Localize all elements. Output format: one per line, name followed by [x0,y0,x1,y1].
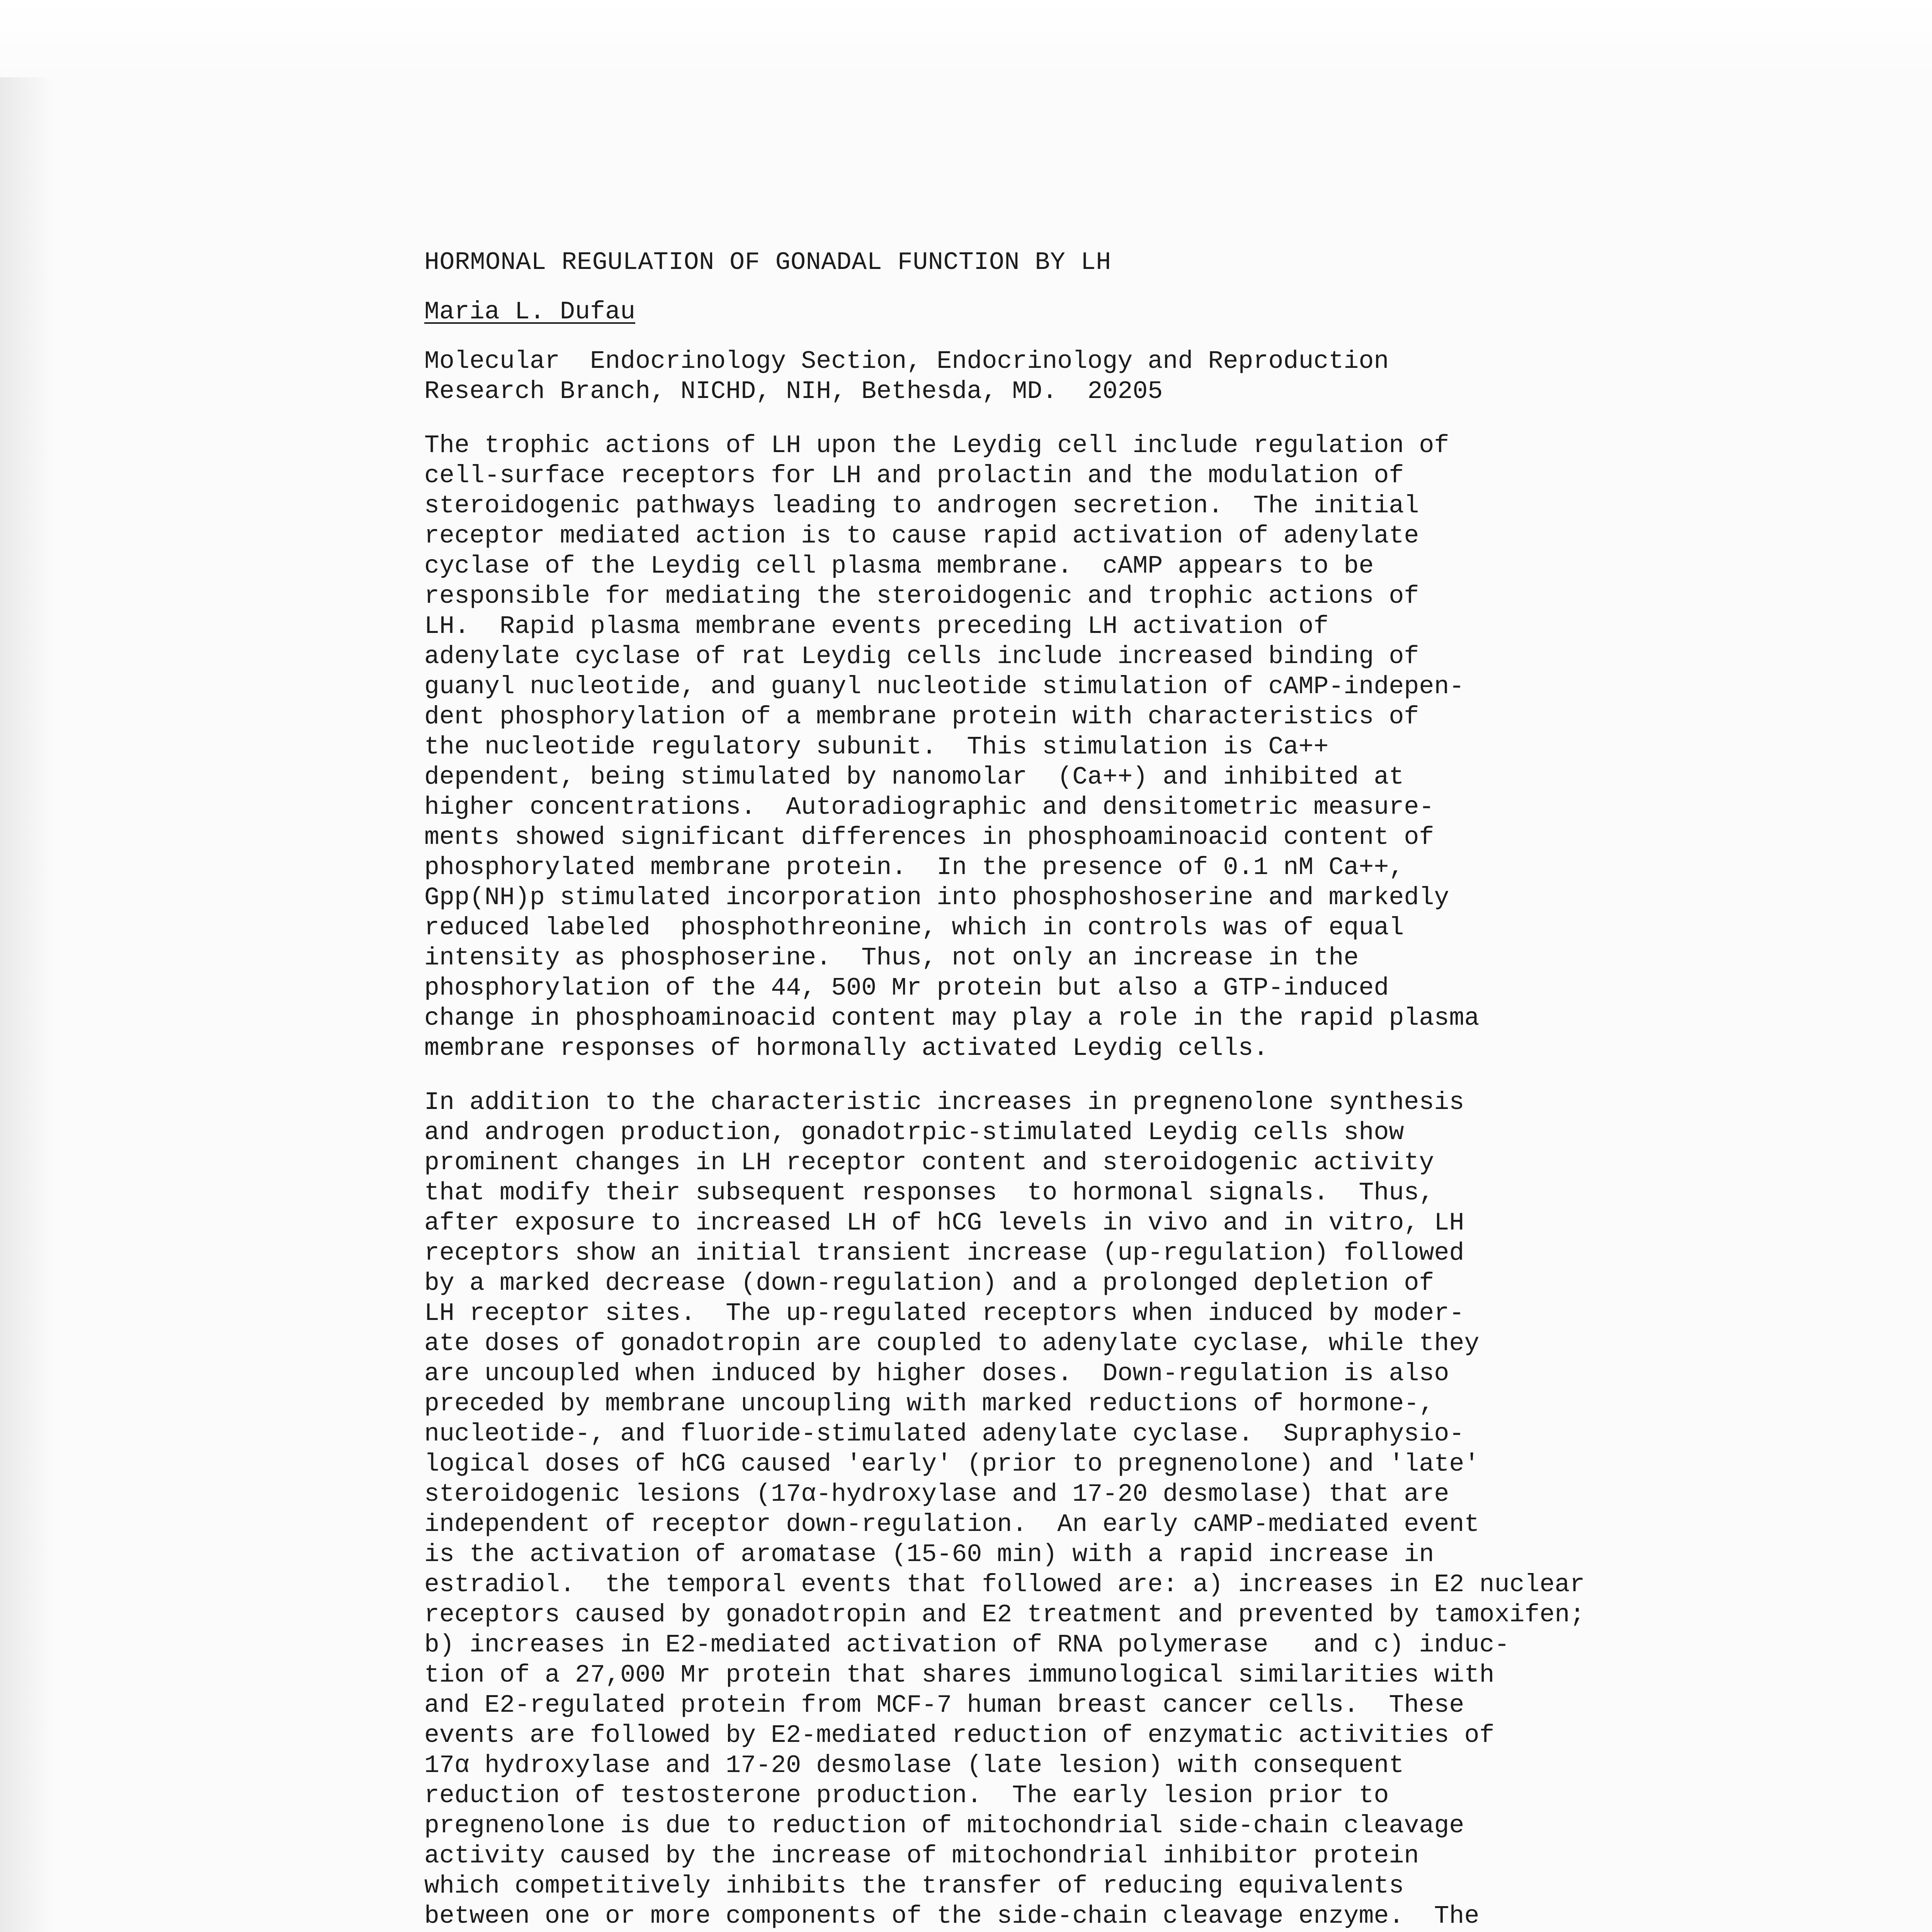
paragraph-line: reduced labeled phosphothreonine, which in controls was of equal [424,913,1404,942]
paragraph-line: The trophic actions of LH upon the Leydig cell include regulation of [424,431,1449,460]
spacer [424,277,1723,297]
paragraph-line: higher concentrations. Autoradiographic and densitometric measure- [424,793,1434,821]
spacer [424,1063,1723,1087]
paragraph-line: nucleotide-, and fluoride-stimulated adenylate cyclase. Supraphysio- [424,1420,1464,1448]
paragraph-line: tion of a 27,000 Mr protein that shares immunological similarities with [424,1661,1495,1689]
paragraph-line: change in phosphoaminoacid content may play a role in the rapid plasma [424,1004,1480,1032]
paragraph-line: activity caused by the increase of mitochondrial inhibitor protein [424,1842,1419,1870]
paragraph-line: adenylate cyclase of rat Leydig cells include increased binding of [424,642,1419,671]
paragraph-line: pregnenolone is due to reduction of mitochondrial side-chain cleavage [424,1811,1464,1840]
paragraph-line: receptors show an initial transient increase (up-regulation) followed [424,1239,1464,1267]
paragraph-line: 17α hydroxylase and 17-20 desmolase (late lesion) with consequent [424,1751,1404,1780]
paragraph-line: preceded by membrane uncoupling with marked reductions of hormone-, [424,1389,1434,1418]
paragraph-line: prominent changes in LH receptor content and steroidogenic activity [424,1148,1434,1177]
paragraph-line: receptors caused by gonadotropin and E2 treatment and prevented by tamoxifen; [424,1600,1585,1629]
paragraph-line: which competitively inhibits the transfer of reducing equivalents [424,1872,1404,1900]
affiliation-line: Research Branch, NICHD, NIH, Bethesda, MD. 20205 [424,377,1163,406]
paragraph-line: and E2-regulated protein from MCF-7 human breast cancer cells. These [424,1691,1464,1719]
paragraph-line: In addition to the characteristic increases in pregnenolone synthesis [424,1088,1464,1117]
paragraph-line: dent phosphorylation of a membrane protein with characteristics of [424,702,1419,731]
affiliation-line: Molecular Endocrinology Section, Endocrinology and Reproduction [424,347,1389,376]
paragraph-line: membrane responses of hormonally activated Leydig cells. [424,1034,1269,1063]
paragraph-line: dependent, being stimulated by nanomolar (Ca++) and inhibited at [424,763,1404,791]
paragraph-line: ate doses of gonadotropin are coupled to adenylate cyclase, while they [424,1329,1480,1358]
paragraph-line: steroidogenic pathways leading to androgen secretion. The initial [424,492,1419,520]
author-line [424,297,1723,327]
paragraph-2 [424,1087,1723,1932]
paragraph-line: cyclase of the Leydig cell plasma membrane. cAMP appears to be [424,552,1374,580]
paragraph-line: phosphorylation of the 44, 500 Mr protein but also a GTP-induced [424,974,1389,1002]
paragraph-line: ments showed significant differences in phosphoaminoacid content of [424,823,1434,852]
paragraph-line: and androgen production, gonadotrpic-stimulated Leydig cells show [424,1118,1404,1147]
paragraph-line: intensity as phosphoserine. Thus, not only an increase in the [424,944,1359,972]
page-top-shadow [0,0,1932,77]
paragraph-line: LH receptor sites. The up-regulated receptors when induced by moder- [424,1299,1464,1328]
paragraph-line: between one or more components of the side-chain cleavage enzyme. The [424,1902,1480,1930]
paragraph-line: by a marked decrease (down-regulation) and a prolonged depletion of [424,1269,1434,1298]
document-body [424,247,1723,1932]
paragraph-line: is the activation of aromatase (15-60 min) with a rapid increase in [424,1540,1434,1569]
paragraph-line: b) increases in E2-mediated activation of RNA polymerase and c) induc- [424,1631,1510,1659]
paragraph-line: the nucleotide regulatory subunit. This stimulation is Ca++ [424,733,1329,761]
spacer [424,406,1723,430]
affiliation-block [424,346,1723,406]
paragraph-line: Gpp(NH)p stimulated incorporation into phosphoshoserine and markedly [424,883,1449,912]
author-name: Maria L. Dufau [424,298,636,326]
paragraph-line: guanyl nucleotide, and guanyl nucleotide stimulation of cAMP-indepen- [424,672,1464,701]
paragraph-line: estradiol. the temporal events that followed are: a) increases in E2 nuclear [424,1570,1585,1599]
spacer [424,327,1723,346]
paragraph-line: that modify their subsequent responses to hormonal signals. Thus, [424,1179,1434,1207]
paragraph-line: reduction of testosterone production. The early lesion prior to [424,1781,1389,1810]
document-title: HORMONAL REGULATION OF GONADAL FUNCTION BY LH [424,248,1111,277]
paragraph-line: after exposure to increased LH of hCG levels in vivo and in vitro, LH [424,1209,1464,1237]
paragraph-line: events are followed by E2-mediated reduction of enzymatic activities of [424,1721,1495,1750]
paragraph-line: independent of receptor down-regulation. An early cAMP-mediated event [424,1510,1480,1539]
paragraph-line: steroidogenic lesions (17α-hydroxylase and 17-20 desmolase) that are [424,1480,1449,1509]
paragraph-line: phosphorylated membrane protein. In the presence of 0.1 nM Ca++, [424,853,1404,882]
paragraph-line: LH. Rapid plasma membrane events preceding LH activation of [424,612,1329,641]
paragraph-line: logical doses of hCG caused 'early' (prior to pregnenolone) and 'late' [424,1450,1480,1478]
paragraph-1 [424,430,1723,1063]
paragraph-line: cell-surface receptors for LH and prolactin and the modulation of [424,461,1404,490]
paragraph-line: receptor mediated action is to cause rapid activation of adenylate [424,522,1419,550]
paragraph-line: are uncoupled when induced by higher doses. Down-regulation is also [424,1359,1449,1388]
paragraph-line: responsible for mediating the steroidogenic and trophic actions of [424,582,1419,611]
page-edge-shadow [0,0,54,1932]
